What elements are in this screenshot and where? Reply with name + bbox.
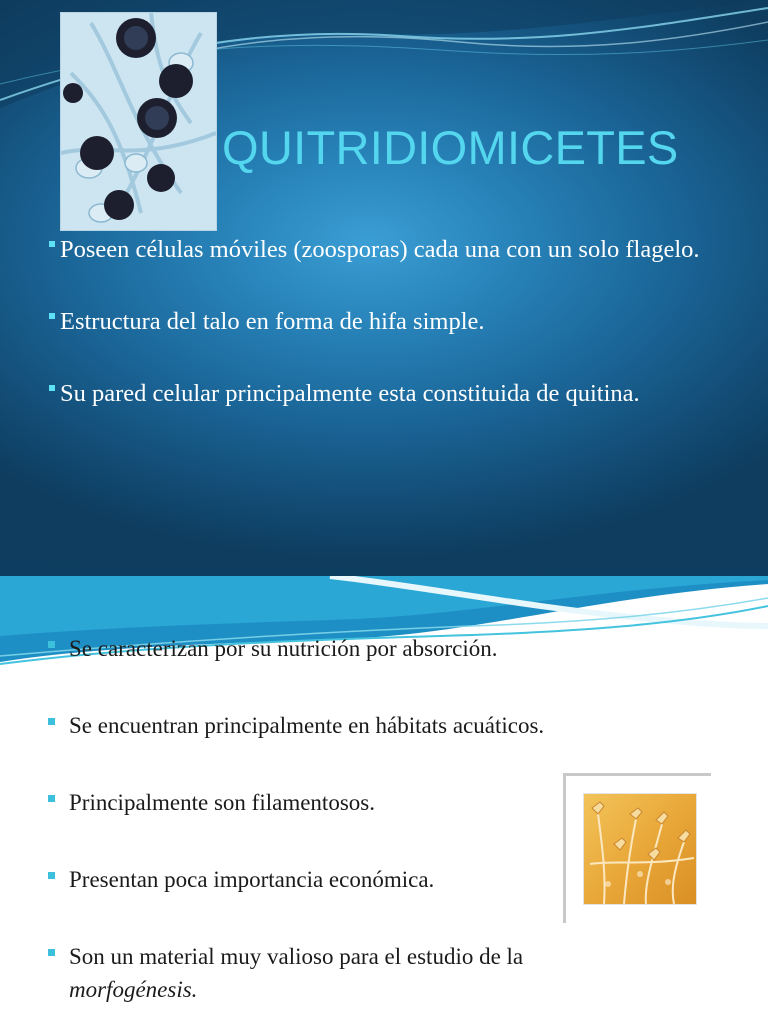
bullet-marker-icon xyxy=(49,313,55,319)
bullet-item xyxy=(49,306,709,337)
chytrid-spores-image xyxy=(61,13,216,230)
bullet-text: Presentan poca importancia económica. xyxy=(69,867,435,892)
bullet-text: Son un material muy valioso para el estudio de la xyxy=(69,944,524,969)
bullet-item xyxy=(48,940,688,1006)
frame-edge-top xyxy=(563,773,711,776)
bullet-marker-icon xyxy=(48,641,55,648)
bullet-text: Poseen células móviles (zoosporas) cada una con un solo flagelo. xyxy=(60,236,700,263)
bullet-text: Estructura del talo en forma de hifa simple. xyxy=(60,308,485,335)
bullet-text: Se encuentran principalmente en hábitats acuáticos. xyxy=(69,713,545,738)
bullet-text: Su pared celular principalmente esta constituida de quitina. xyxy=(60,380,640,407)
slide-1-bullet-list xyxy=(49,234,709,450)
fungus-photo-frame xyxy=(563,773,711,923)
filament-illustration xyxy=(584,794,696,904)
bullet-marker-icon xyxy=(48,718,55,725)
bullet-marker-icon xyxy=(48,795,55,802)
bullet-marker-icon xyxy=(48,872,55,879)
bullet-marker-icon xyxy=(48,949,55,956)
bullet-item xyxy=(49,234,709,265)
emphasis-text: morfogénesis. xyxy=(69,977,198,1002)
bullet-item xyxy=(48,632,688,665)
slide-title: QUITRIDIOMICETES xyxy=(222,121,679,174)
bullet-item xyxy=(48,709,688,742)
frame-edge-left xyxy=(563,773,566,923)
bullet-marker-icon xyxy=(49,385,55,391)
microscope-photo-chytrid xyxy=(60,12,217,231)
bullet-marker-icon xyxy=(49,241,55,247)
slide-2 xyxy=(0,576,768,1024)
bottom-wave-decoration xyxy=(0,470,768,576)
fungus-filaments-photo xyxy=(583,793,697,905)
bullet-text: Principalmente son filamentosos. xyxy=(69,790,375,815)
bullet-item xyxy=(49,378,709,409)
bullet-text: Se caracterizan por su nutrición por absorción. xyxy=(69,636,498,661)
